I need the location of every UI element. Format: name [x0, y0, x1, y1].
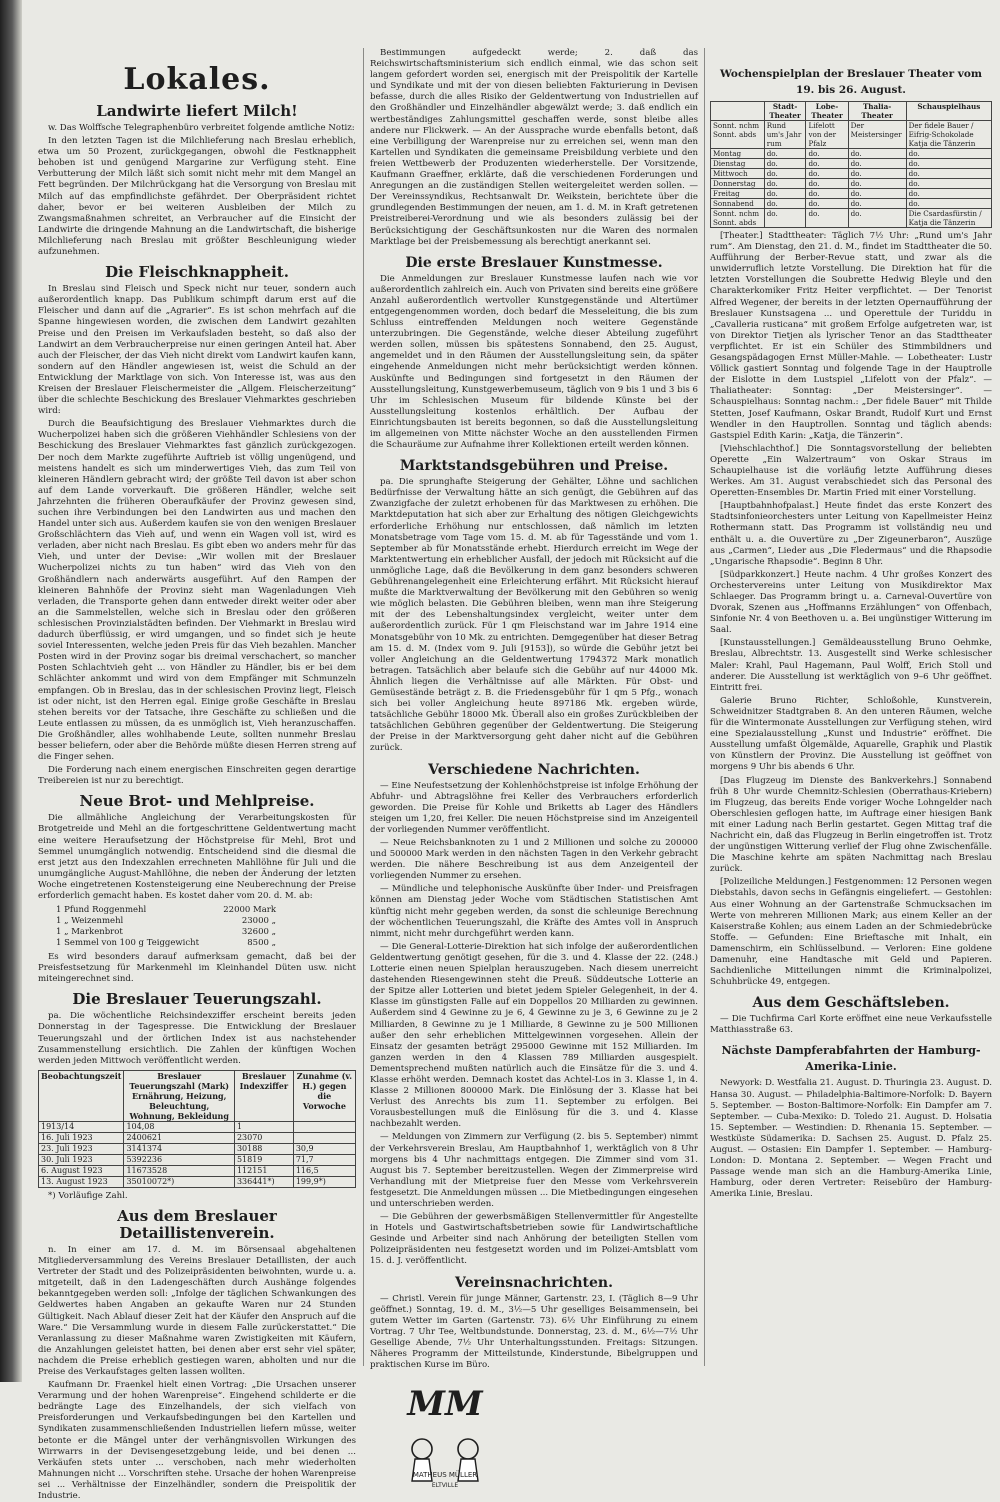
table-cell: Die Csardasfürstin / Katja die Tänzerin — [906, 209, 991, 228]
table-row — [711, 209, 992, 228]
paragraph: Die Anmeldungen zur Breslauer Kunstmesse laufen nach wie vor außerordentlich zahlreich ein. Auch von Privaten sind bereits eine größere Anzahl außerordentlich wertvoller Kunstgegenstände und Altertümer entgegengenommen worden, doch bedarf die Messeleitung, die bis zum Schluss eintreffenden Meldungen noch weitere Gegenstände unterzubringen. Die Gegenstände, welche dieser Abteilung zugeführt werden sollen, müssen bis spätestens Sonnabend, den 25. August, angemeldet und in den Räumen der Ausstellungsleitung sein, da später eingehende Anmeldungen nicht mehr berücksichtigt werden können. Auskünfte und Bedingungen sind fortgesetzt in den Räumen der Ausstellungsleitung, Kunstgewerbemuseum, täglich von 9 bis 1 und 3 bis 6 Uhr im Schlesischen Museum für bildende Künste bei der Ausstellungsleitung kostenlos erhältlich. Der Aufbau der Einrichtungsbauten ist bereits begonnen, so daß die Ausstellungsleitung im allgemeinen von Mitte nächster Woche an den ausstellenden Firmen die Schauräume zur Aufnahme ihrer Kollektionen erteilt werden können. — [370, 273, 698, 451]
headline-cost-index: Die Breslauer Teuerungszahl. — [72, 990, 322, 1009]
headline-retailers: Aus dem Breslauer Detaillistenverein. — [117, 1206, 277, 1242]
table-cell: 11673528 — [124, 1165, 234, 1176]
logo-place-text: ELTVILLE — [431, 1482, 459, 1490]
price-list — [56, 905, 356, 949]
table-header: Stadt-Theater — [764, 102, 806, 121]
table-cell: 23. Juli 1923 — [39, 1143, 124, 1154]
price-row — [56, 916, 276, 927]
paragraph: — Neue Reichsbanknoten zu 1 und 2 Millionen und solche zu 200000 und 500000 Mark werden in den nächsten Tagen in den Verkehr gebracht werden. Die nähere Beschreibung ist aus dem Anzeigenteil der vorliegenden Nummer zu ersehen. — [370, 838, 698, 882]
logo-initials: MM — [407, 1384, 483, 1425]
table-row — [711, 159, 992, 169]
table-cell: do. — [848, 169, 906, 179]
table-cell: 5392236 — [124, 1154, 234, 1165]
table-cell: do. — [806, 159, 848, 169]
paragraph: Galerie Bruno Richter, Schloßohle, Kunstverein, Schweidnitzer Stadtgraben 8. An den unteren Räumen, welche für die Wintermonate Ausstellungen zur Verfügung stehen, wird eine Spezialausstellung „Kunst und Industrie“ eröffnet. Die Ausstellung umfaßt Ölgemälde, Aquarelle, Graphik und Plastik von Künstlern der Provinz. Die Ausstellung ist geöffnet von morgens 9 Uhr bis abends 6 Uhr. — [710, 695, 992, 773]
price-item: 1 „ Markenbrot — [56, 927, 123, 938]
table-header: Zunahme (v. H.) gegen die Vorwoche — [293, 1070, 355, 1121]
price-value: 23000 „ — [241, 916, 276, 927]
price-row — [56, 938, 276, 949]
table-cell: do. — [906, 179, 991, 189]
table-cell: do. — [906, 199, 991, 209]
paragraph: — Die General-Lotterie-Direktion hat sich infolge der außerordentlichen Geldentwertung genötigt gesehen, für die 3. und 4. Klasse der 22. (248.) Lotterie einen neuen Spielplan herauszugeben. Nach diesem unerreicht dastehenden Riesengewinnen steht die Preuß. Süddeutsche Lotterie an der Spitze aller Lotterien und bietet jedem Spieler Gelegenheit, in der 4. Klasse im günstigsten Falle auf ein Doppellos 20 Milliarden zu gewinnen. Außerdem sind 4 Gewinne zu je 6, 4 Gewinne zu je 3, 6 Gewinne zu je 2 Milliarden, 8 Gewinne zu je 1 Milliarde, 8 Gewinne zu je 500 Millionen außer den sehr erheblichen Mittelgewinnen vorgesehen. Allein der Einsatz der gesamten beträgt 295000 Gewinne mit 152 Milliarden. Im ganzen werden in den 4 Klassen 789 Milliarden ausgespielt. Dementsprechend mußten natürlich auch die Einsätze für die 3. und 4. Klasse erhöht werden. Demnach kostet das Achtel-Los in 3. Klasse 1, in 4. Klasse 2 Millionen 800000 Mark. Die Einlösung der 3. Klasse hat bei Verlust des Anrechts bis zum 11. September zu erfolgen. Bei Vorausbestellungen muß die Einlösung für die 3. und 4. Klasse nachbezahlt werden. — [370, 941, 698, 1130]
paragraph: Die Forderung nach einem energischen Einschreiten gegen derartige Treibereien ist nur zu berechtigt. — [38, 765, 356, 787]
table-header: Breslauer Indexziffer — [234, 1070, 293, 1121]
table-cell: do. — [848, 149, 906, 159]
paragraph: — Die Tuchfirma Carl Korte eröffnet eine neue Verkaufsstelle Matthiasstraße 63. — [710, 1014, 992, 1036]
table-cell: 30. Juli 1923 — [39, 1154, 124, 1165]
table-row — [39, 1165, 356, 1176]
paragraph: n. In einer am 17. d. M. im Börsensaal abgehaltenen Mitgliederversammlung des Vereins Breslauer Detaillisten, der auch Vertreter der Stadt und des Polizeipräsidenten beiwohnten, wurde u. a. mitgeteilt, daß in den Ladengeschäften durch Aushänge folgendes bekanntgegeben werden soll: „Infolge der täglichen Schwankungen des Geldwertes haben Angaben an gekaufte Waren nur 24 Stunden Gültigkeit. Nach Ablauf dieser Zeit hat der Käufer den Anspruch auf die Ware.“ Die Versammlung wurde in diesem Falle zurückerstattet.“ Die Veranlassung zu dieser Maßnahme waren Zwistigkeiten mit Käufern, die Anzahlungen geleistet hatten, bei denen aber erst sehr viel später, nachdem die Preise erheblich gestiegen waren, abholten und nur die Preise des Verkaufstages gelten lassen wollten. — [38, 1244, 356, 1377]
headline-market-fees: Marktstandsgebühren und Preise. — [399, 458, 669, 475]
table-cell: do. — [806, 209, 848, 228]
table-header: Breslauer Teuerungszahl (Mark) Ernährung, Heizung, Beleuchtung, Wohnung, Bekleidung — [124, 1070, 234, 1121]
table-cell: do. — [848, 209, 906, 228]
table-cell: Dienstag — [711, 159, 765, 169]
table-cell: 30,9 — [293, 1143, 355, 1154]
paragraph: [Viehschlachthof.] Die Sonntagsvorstellung der beliebten Operette „Ein Walzertraum“ von Oskar Straus im Schaupielhause ist die vorläufig letzte Aufführung dieses Werkes. Am 31. August verabschiedet sich das Personal des Operetten-Ensembles Dr. Martin Fried mit einer Vorstellung. — [710, 443, 992, 499]
table-cell: do. — [764, 159, 806, 169]
table-cell: Rund um's Jahr rum — [764, 121, 806, 149]
table-cell: do. — [906, 169, 991, 179]
table-cell: 336441*) — [234, 1176, 293, 1187]
table-cell: 23070 — [234, 1132, 293, 1143]
column-3 — [710, 48, 992, 1366]
table-cell: do. — [848, 159, 906, 169]
page-binding-edge — [0, 0, 22, 1382]
paragraph: Kaufmann Dr. Fraenkel hielt einen Vortrag: „Die Ursachen unserer Verarmung und der hohen Warenpreise“. Eingehend schilderte er die bedrängte Lage des Einzelhandels, der sich vielfach von Preisforderungen und Verkaufsbedingungen bei den Kartellen und Syndikaten zusammenschließenden Industriellen liefern müsse, weiter betonte er die Mängel unter der verhängnisvollen Wirkungen des Wirrwarrs in der Devisengesetzgebung leide, und bei denen ... Verkäufen stets unter ... verschoben, nach mehr wiederholten Mahnungen nicht ... Vorschriften stehe. Ursache der hohen Warenpreise sei ... Verhältnisse der Einzelhändler, sondern die Preispolitik der Industrie. — [38, 1380, 356, 1501]
table-cell: do. — [806, 179, 848, 189]
table-cell: Lifelott von der Pfalz — [806, 121, 848, 149]
paragraph: In den letzten Tagen ist die Milchlieferung nach Breslau erheblich, etwa um 50 Prozent, zurückgegangen, obwohl die Festknappheit behoben ist und genügend Margarine zur Verfügung steht. Eine Verbutterung der Milch läßt sich somit nicht mehr mit dem Mangel an Fett begründen. Der Milchrückgang hat die Versorgung von Breslau mit Milch auf das empfindlichste gefährdet. Der Oberpräsident richtet daher, bevor er bei weiteren Ausbleiben der Milch zu Zwangsmaßnahmen schreitet, an Verbraucher auf die Einsicht der Landwirte die dringende Mahnung an die Landwirtschaft, die bisherige Milchlieferung nach Breslau mit größter Beschleunigung wieder aufzunehmen. — [38, 136, 356, 258]
price-item: 1 „ Weizenmehl — [56, 916, 124, 927]
table-row — [711, 179, 992, 189]
table-row — [711, 121, 992, 149]
bottle-figure-icon — [458, 1439, 478, 1459]
table-cell: Sonnt. nchm Sonnt. abds — [711, 121, 765, 149]
table-row — [39, 1154, 356, 1165]
table-cell: Der fidele Bauer / Eifrig-Schokolade Katja die Tänzerin — [906, 121, 991, 149]
table-cell: 71,7 — [293, 1154, 355, 1165]
price-value: 8500 „ — [247, 938, 276, 949]
logo-brand-text: MATHEUS MÜLLER — [412, 1471, 478, 1480]
table-cell: Sonnt. nchm Sonnt. abds — [711, 209, 765, 228]
index-table — [38, 1070, 356, 1188]
paragraph: [Das Flugzeug im Dienste des Bankverkehrs.] Sonnabend früh 8 Uhr wurde Chemnitz-Schlesien (Oberrathaus-Kriebern) im Flugzeug, das bereits Ende voriger Woche Lohngelder nach Oberschlesien geflogen hatte, im Auftrage einer hiesigen Bank mit einer Ladung nach Berlin gestartet. Gegen Mittag traf die Nachricht ein, daß das Flugzeug in Berlin eingetroffen ist. Trotz der ungünstigen Witterung verlief der Flug ohne Zwischenfälle. Die Maschine kehrte am späten Nachmittag nach Breslau zurück. — [710, 775, 992, 875]
table-cell: do. — [848, 179, 906, 189]
table-cell: do. — [764, 179, 806, 189]
price-item: 1 Pfund Roggenmehl — [56, 905, 147, 916]
table-cell: 51819 — [234, 1154, 293, 1165]
table-cell: 30188 — [234, 1143, 293, 1154]
table-cell: do. — [848, 199, 906, 209]
table-header: Lobe-Theater — [806, 102, 848, 121]
column-rule — [704, 48, 705, 1366]
table-cell: 2400621 — [124, 1132, 234, 1143]
table-cell: do. — [764, 169, 806, 179]
theater-schedule-table — [710, 101, 992, 228]
paragraph: Bestimmungen aufgedeckt werde; 2. daß das Reichswirtschaftsministerium sich endlich einmal, wie das schon seit langem gefordert worden sei, energisch mit der Preispolitik der Kartelle und Syndikate und mit der von diesen beliebten Fakturierung in Devisen befasse, durch die alles Risiko der Geldentwertung von Industriellen auf den Großhändler und Einzelhändler abgewälzt werde; 3. daß endlich ein wertbeständiges Zahlungsmittel geschaffen werde, sonst bleibe alles andere nur Flickwerk. — An der Aussprache wurde ebenfalls betont, daß eine Verbilligung der Warenpreise nur zu erreichen sei, wenn man den Kartellen und Syndikaten die gemeinsame Preisbildung verbiete und den freien Wettbewerb der Produzenten wiederherstelle. Der Vorsitzende, Kaufmann Graeffner, erklärte, daß die verschiedenen Forderungen und Anregungen an die zuständigen Stellen weitergeleitet werden sollen. — Der Vereinssyndikus, Rechtsanwalt Dr. Weikstein, berichtete über die grundlegenden Bestimmungen der neuen, am 1. d. M. in Kraft getretenen Preistreiberei-Verordnung und wie als besonders zulässig bei der Berücksichtigung der Geschäftsunkosten nur die Waren des normalen Marktlage bei der Preisbemessung als berechtigt anerkannt sei. — [370, 48, 698, 247]
bottle-figure-icon — [412, 1439, 432, 1459]
price-row — [56, 927, 276, 938]
paragraph: pa. Die wöchentliche Reichsindexziffer erscheint bereits jeden Donnerstag in der Tagespresse. Die Entwicklung der Breslauer Teuerungszahl und der örtlichen Index ist aus nachstehender Zusammenstellung ersichtlich. Die Zahlen der künftigen Wochen werden jeden Mittwoch veröffentlicht werden. — [38, 1011, 356, 1066]
table-cell: do. — [906, 149, 991, 159]
price-value: 32600 „ — [241, 927, 276, 938]
table-cell: do. — [806, 169, 848, 179]
table-cell: Der Meistersinger — [848, 121, 906, 149]
paragraph: Newyork: D. Westfalia 21. August. D. Thuringia 23. August. D. Hansa 30. August. — Philadelphia-Baltimore-Norfolk: D. Bayern 5. September. — Boston-Baltimore-Norfolk: Ein Dampfer am 7. September. — Cuba-Mexiko: D. Toledo 21. August. D. Holsatia 15. September. — Westindien: D. Rhenania 15. September. — Westküste Südamerika: D. Sachsen 25. August. D. Pfalz 25. August. — Ostasien: Ein Dampfer 1. September. — Hamburg-London: D. Montana 2. September. — Wegen Fracht und Passage wende man sich an die Hamburg-Amerika Linie, Hamburg, oder deren Vertreter: Reisebüro der Hamburg-Amerika Linie, Breslau. — [710, 1078, 992, 1200]
matheus-mueller-advertisement-logo — [370, 1381, 520, 1491]
table-row — [39, 1132, 356, 1143]
paragraph: w. Das Wolffsche Telegraphenbüro verbreitet folgende amtliche Notiz: — [48, 123, 355, 133]
table-cell: 13. August 1923 — [39, 1176, 124, 1187]
table-cell: do. — [806, 189, 848, 199]
paragraph: Die allmähliche Angleichung der Verarbeitungskosten für Brotgetreide und Mehl an die fortgeschrittene Geldentwertung macht eine weitere Heraufsetzung der Höchstpreise für Mehl, Brot und Semmel unumgänglich notwendig. Entscheidend sind die diesmal die erst jetzt aus den Indexzahlen errechneten Mahllöhne für Juli und die unumgängliche August-Mahllöhne, die neben der Änderung der letzten Woche eingetretenen Kostensteigerung eine Neuberechnung der Preise erforderlich gemacht haben. Es kostet daher vom 20. d. M. ab: — [38, 813, 356, 901]
headline-bread-prices: Neue Brot- und Mehlpreise. — [79, 792, 315, 811]
table-cell: do. — [806, 149, 848, 159]
table-cell: do. — [764, 209, 806, 228]
paragraph: [Südparkkonzert.] Heute nachm. 4 Uhr großes Konzert des Orchestervereins unter Leitung von Musikdirektor Max Schlaeger. Das Programm bringt u. a. Carneval-Ouvertüre von Dvorak, Szenen aus „Hoffmanns Erzählungen“ von Offenbach, Sinfonie Nr. 4 von Beethoven u. a. Bei ungünstiger Witterung im Saal. — [710, 569, 992, 636]
table-cell: Mittwoch — [711, 169, 765, 179]
table-header: Thalia-Theater — [848, 102, 906, 121]
paragraph: Durch die Beaufsichtigung des Breslauer Viehmarktes durch die Wucherpolizei haben sich die größeren Viehhändler Schlesiens von der Beschickung des Breslauer Viehmarktes fast gänzlich zurückgezogen. Der noch dem Markte zugeführte Auftrieb ist völlig ungenügend, und meistens handelt es sich um minderwertiges Vieh, das zum Teil von kleineren Händlern gebracht wird; der größte Teil davon ist aber schon auf dem Lande vorverkauft. Die größeren Händler, welche seit Jahrzehnten die früheren Oberaufkäufer der Provinz gewesen sind, suchen ihre Verbindungen bei den Landwirten aus und machen den Handel unter sich aus. Außerdem kaufen sie von den wenigen Breslauer Großschlächtern das Vieh auf, und wenn ein Wagen voll ist, wird es verladen, aber nicht nach Breslau. Es gibt eben wo anders mehr für das Vieh, und unter der Devise: „Wir wollen mit der Breslauer Wucherpolizei nichts zu tun haben“ wird das Vieh von den Großhändlern nach anderwärts ausgeführt. Auf den Rampen der kleineren Bahnhöfe der Provinz sieht man Wagenladungen Vieh verladen, die Transporte gehen dann entweder direkt weiter oder aber an die Sammelstellen, welche sich in Breslau oder den größeren schlesischen Provinzialstädten befinden. Der Viehmarkt in Breslau wird dadurch überflüssig, er wird umgangen, und so findet sich je heute soviel Interessenten, welche jeden Preis für das Vieh bezahlen. Mancher Posten wird in der Provinz sogar bis dreimal verschachert, so mancher Posten Schlachtvieh geht ... von Händler zu Händler, bis er bei dem Schlächter ankommt und wird von dem Empfänger mit Schmunzeln empfangen. Ob in Breslau, das in der schlesischen Provinz liegt, Fleisch ist oder nicht, ist den Herren egal. Einige große Geschäfte in Breslau stehen bereits vor der Tatsache, ihre Geschäfte zu schließen und die Leute entlassen zu müssen, da es unmöglich ist, Vieh heranzuschaffen. Die Großhändler, alles wohlhabende Leute, sollten nunmehr Breslau besser beliefern, oder aber die Behörde müßte diesen Herren streng auf die Finger sehen. — [38, 419, 356, 763]
paragraph: pa. Die sprunghafte Steigerung der Gehälter, Löhne und sachlichen Bedürfnisse der Verwaltung hätte an sich genügt, die Gebühren auf das Zwanzigfache der zuletzt erhobenen für das Marktwesen zu erhöhen. Die Marktdeputation hat sich aber zur Erhaltung des nötigen Gleichgewichts erforderliche Erhöhung nur entschlossen, daß nämlich im letzten Monatsbetrage vom Tage vom 15. d. M. ab für Tagesstände und vom 1. September ab für Monatsstände erhebt. Hierdurch erreicht im Wege der Marktentwertung ein erheblicher Ausfall, der jedoch mit Rücksicht auf die unmögliche Lage, daß die Bevölkerung in dem ganz besonders schweren Gebührenangelegenheit eine Erleichterung erfährt. Mit Rücksicht hierauf mußte die Marktverwaltung der Bevölkerung mit den Gebühren so wenig wie möglich belasten. Die Gebühren bleiben, wenn man ihre Steigerung mit der des Lebenshaltungsindex vergleicht, weiter unter dem außerordentlich zurück. Für 1 qm Fleischstand war im Jahre 1914 eine Monatsgebühr von 10 Mk. zu entrichten. Demgegenüber hat dieser Betrag am 15. d. M. (Index vom 9. Juli [9153]), so würde die Gebühr jetzt bei voller Angleichung an die Geldentwertung 1794372 Mark monatlich betragen. Tatsächlich aber belaufe sich die Gebühr auf nur 44000 Mk. Ähnlich liegen die Verhältnisse auf alle Märkten. Für Obst- und Gemüsestände beträgt z. B. die Friedensgebühr für 1 qm 5 Pfg., wonach sich bei voller Angleichung heute 897186 Mk. ergeben würde, tatsächliche Gebühr 18000 Mk. Überall also ein großes Zurückbleiben der tatsächlichen Gebühren gegenüber der Geldentwertung. Die Steigerung der Preise in der Marktversorgung geht daher nicht auf die Gebühren zurück. — [370, 477, 698, 754]
table-cell: 16. Juli 1923 — [39, 1132, 124, 1143]
price-row — [56, 905, 276, 916]
table-cell: 112151 — [234, 1165, 293, 1176]
price-value: 22000 Mark — [223, 905, 276, 916]
newspaper-page — [38, 48, 992, 1501]
paragraph: [Theater.] Stadttheater: Täglich 7½ Uhr: „Rund um's Jahr rum“. Am Dienstag, den 21. d. M., findet im Stadttheater die 50. Aufführung der Berber-Revue statt, und zwar als die unwiderruflich letzte Vorstellung. Die Direktion hat für die letzten Vorstellungen die Soubrette Hedwig Bleyle und den Charakterkomiker Fritz Heiter verpflichtet. — Der Tenorist Alfred Wegener, der bereits in der letzten Opernaufführung der Breslauer Kunstsagena ... und Operettule der Turiddu in „Cavalleria rusticana“ mit großem Erfolge aufgetreten war, ist von Direktor Tietjen als lyrischer Tenor an das Stadttheater verpflichtet. Er ist ein Schüler des Stimmbildners und Gesangspädagogen Ernst Müller-Mahle. — Lobetheater: Lustr Völlick gastiert Sonntag und folgende Tage in der Hauptrolle der Eislotte in dem Lustspiel „Lifelott von der Pfalz“. — Thaliatheater: Sonntag: „Der Meistersinger“. — Schauspielhaus: Sonntag nachm.: „Der fidele Bauer“ mit Thilde Stetten, Josef Kaufmann, Oskar Brandt, Rudolf Kurt und Ernst Wendler in den Hauptrollen. Sonntag und täglich abends: Gastspiel Edith Karin: „Katja, die Tänzerin“. — [710, 231, 992, 441]
price-item: 1 Semmel von 100 g Teiggewicht — [56, 938, 200, 949]
headline-milk: Landwirte liefert Milch! — [96, 102, 298, 120]
table-row — [39, 1143, 356, 1154]
table-cell: do. — [764, 189, 806, 199]
paragraph: — Meldungen von Zimmern zur Verfügung (2. bis 5. September) nimmt der Verkehrsverein Breslau, Am Hauptbahnhof 1, werktäglich von 8 Uhr morgens bis 4 Uhr nachmittags entgegen. Die Zimmer sind vom 31. August bis 7. September bereitzustellen. Wegen der Zimmerpreise wird Verhandlung mit der Mietpreise fuer den Messe vom Verkehrsverein festgesetzt. Die Anmeldungen müssen ... Die Mietbedingungen eingesehen und unterschrieben werden. — [370, 1132, 698, 1209]
table-cell: Montag — [711, 149, 765, 159]
table-cell: do. — [806, 199, 848, 209]
table-cell: do. — [848, 189, 906, 199]
table-row — [711, 169, 992, 179]
table-cell: 35010072*) — [124, 1176, 234, 1187]
headline-business: Aus dem Geschäftsleben. — [752, 995, 950, 1012]
table-cell: Donnerstag — [711, 179, 765, 189]
paragraph: Es wird besonders darauf aufmerksam gemacht, daß bei der Preisfestsetzung für Markenmehl im Kleinhandel Düten usw. nicht miteingerechnet sind. — [38, 952, 356, 985]
table-header: Beobachtungszeit — [39, 1070, 124, 1121]
paragraph: In Breslau sind Fleisch und Speck nicht nur teuer, sondern auch außerordentlich knapp. Das Publikum schimpft darum erst auf die Fleischer und dann auf die „Agrarier“. Es ist schon mehrfach auf die Spanne hingewiesen worden, die zwischen dem Landwirt gezahlten Preise und den Preisen im Verkaufsladen besteht, so daß also der Landwirt an dem Verbraucherpreise nur einen geringen Anteil hat. Aber auch der Fleischer, der das Vieh nicht direkt vom Landwirt kaufen kann, sondern auf den Händler angewiesen ist, weist die Schuld an der Entwicklung der Marktlage von sich. Von Interesse ist, was aus den Kreisen der Breslauer Fleischermeister die „Allgem. Fleischerzeitung“ über die schlechte Beschickung des Breslauer Viehmarktes geschrieben wird: — [38, 284, 356, 417]
headline-misc-news: Verschiedene Nachrichten. — [428, 761, 640, 778]
paragraph: [Kunstausstellungen.] Gemäldeausstellung Bruno Oehmke, Breslau, Albrechtstr. 13. Ausgestellt sind Werke schlesischer Maler: Krahl, Paul Hagemann, Paul Wolff, Erich Stoll und anderer. Die Ausstellung ist werktäglich von 9–6 Uhr geöffnet. Eintritt frei. — [710, 638, 992, 693]
table-footnote: *) Vorläufige Zahl. — [48, 1190, 128, 1201]
paragraph: — Mündliche und telephonische Auskünfte über Inder- und Preisfragen können am Dienstag jeder Woche vom Städtischen Statistischen Amt künftig nicht mehr gegeben werden, da sonst die schleunige Berechnung der wöchentlichen Teuerungszahl, die Kräfte des Amtes voll in Anspruch nimmt, nicht mehr durchgeführt werden kann. — [370, 884, 698, 939]
table-row — [711, 199, 992, 209]
table-cell: Freitag — [711, 189, 765, 199]
headline-club-news: Vereinsnachrichten. — [455, 1274, 613, 1291]
table-cell: do. — [764, 199, 806, 209]
table-header: Schauspielhaus — [906, 102, 991, 121]
table-cell: 3141374 — [124, 1143, 234, 1154]
table-cell — [293, 1121, 355, 1132]
table-cell: do. — [906, 159, 991, 169]
paragraph: [Hauptbahnhofpalast.] Heute findet das erste Konzert des Stadtsinfonieorchesters unter Leitung von Kapellmeister Heinz Rothermann statt. Das Programm ist vollständig neu und enthält u. a. die Ouvertüre zu „Der Zigeunerbaron“, Auszüge aus „Carmen“, Lieder aus „Die Fledermaus“ und die Rhapsodie „Ungarische Rhapsodie“. Beginn 8 Uhr. — [710, 501, 992, 567]
column-rule — [363, 48, 364, 1366]
table-row — [39, 1176, 356, 1187]
table-cell: 116,5 — [293, 1165, 355, 1176]
table-cell: 1913/14 — [39, 1121, 124, 1132]
table-cell: do. — [906, 189, 991, 199]
table-row — [711, 189, 992, 199]
table-cell: 1 — [234, 1121, 293, 1132]
table-row — [711, 149, 992, 159]
table-cell: do. — [764, 149, 806, 159]
table-cell — [293, 1132, 355, 1143]
table-cell: 199,9*) — [293, 1176, 355, 1187]
paragraph: [Polizeiliche Meldungen.] Festgenommen: 12 Personen wegen Diebstahls, davon sechs in Gefängnis eingeliefert. — Gestohlen: Aus einer Wohnung an der Gartenstraße Schmucksachen im Werte von mehreren Millionen Mark; aus einem Keller an der Kaiserstraße Kohlen; aus einem Laden an der Schmiedebrücke Stoffe. — Gefunden: Eine Brieftasche mit Inhalt, ein Damenschirm, ein Schlüsselbund. — Verloren: Eine goldene Damenuhr, eine Handtasche mit Geld und Papieren. Sachdienliche Mitteilungen nimmt die Kriminalpolizei, Schuhbrücke 49, entgegen. — [710, 877, 992, 988]
column-2 — [370, 48, 698, 1490]
table-cell: 6. August 1923 — [39, 1165, 124, 1176]
theater-schedule-title: Wochenspielplan der Breslauer Theater vom 19. bis 26. August. — [720, 68, 982, 96]
table-cell: Sonnabend — [711, 199, 765, 209]
paragraph: — Christl. Verein für junge Männer, Gartenstr. 23, I. (Täglich 8—9 Uhr geöffnet.) Sonntag, 19. d. M., 3½—5 Uhr geselliges Beisammensein, bei gutem Wetter im Garten (Gartenstr. 73). 6½ Uhr Einführung zu einem Vortrag. 7 Uhr Tee, Weltbundstunde. Donnerstag, 23. d. M., 6½—7½ Uhr Gesellige Abende, 7½ Uhr Unterhaltungsstunden. Freitags: Sitzungen. Näheres Programm der Mitteilstunde, Kinderstunde, Bibelgruppen und praktischen Kurse im Büro. — [370, 1293, 698, 1371]
headline-art-fair: Die erste Breslauer Kunstmesse. — [405, 254, 663, 271]
table-header — [711, 102, 765, 121]
paragraph: — Eine Neufestsetzung der Kohlenhöchstpreise ist infolge Erhöhung der Abfuhr- und Abtragslöhne frei Keller des Verbrauchers erforderlich geworden. Die Preise für Kohle und Briketts ab Lager des Händlers steigen um 1,20, frei Keller. Die neuen Höchstpreise sind im Anzeigenteil der vorliegenden Nummer veröffentlicht. — [370, 780, 698, 835]
section-masthead: Lokales. — [123, 62, 271, 97]
table-cell: 104,08 — [124, 1121, 234, 1132]
table-row — [39, 1121, 356, 1132]
paragraph: — Die Gebühren der gewerbsmäßigen Stellenvermittler für Angestellte in Hotels und Gastwirtschaftsbetrieben sowie für Landwirtschaftliche Gesinde und Arbeiter sind nach Anhörung der beteiligten Stellen vom Polizeipräsidenten neu festgesetzt worden und im Polizei-Amtsblatt vom 15. d. J. veröffentlicht. — [370, 1212, 698, 1267]
headline-steamer-departures: Nächste Dampferabfahrten der Hamburg-Amerika-Linie. — [721, 1044, 981, 1074]
headline-meat-shortage: Die Fleischknappheit. — [105, 263, 289, 282]
column-1 — [38, 48, 356, 1501]
